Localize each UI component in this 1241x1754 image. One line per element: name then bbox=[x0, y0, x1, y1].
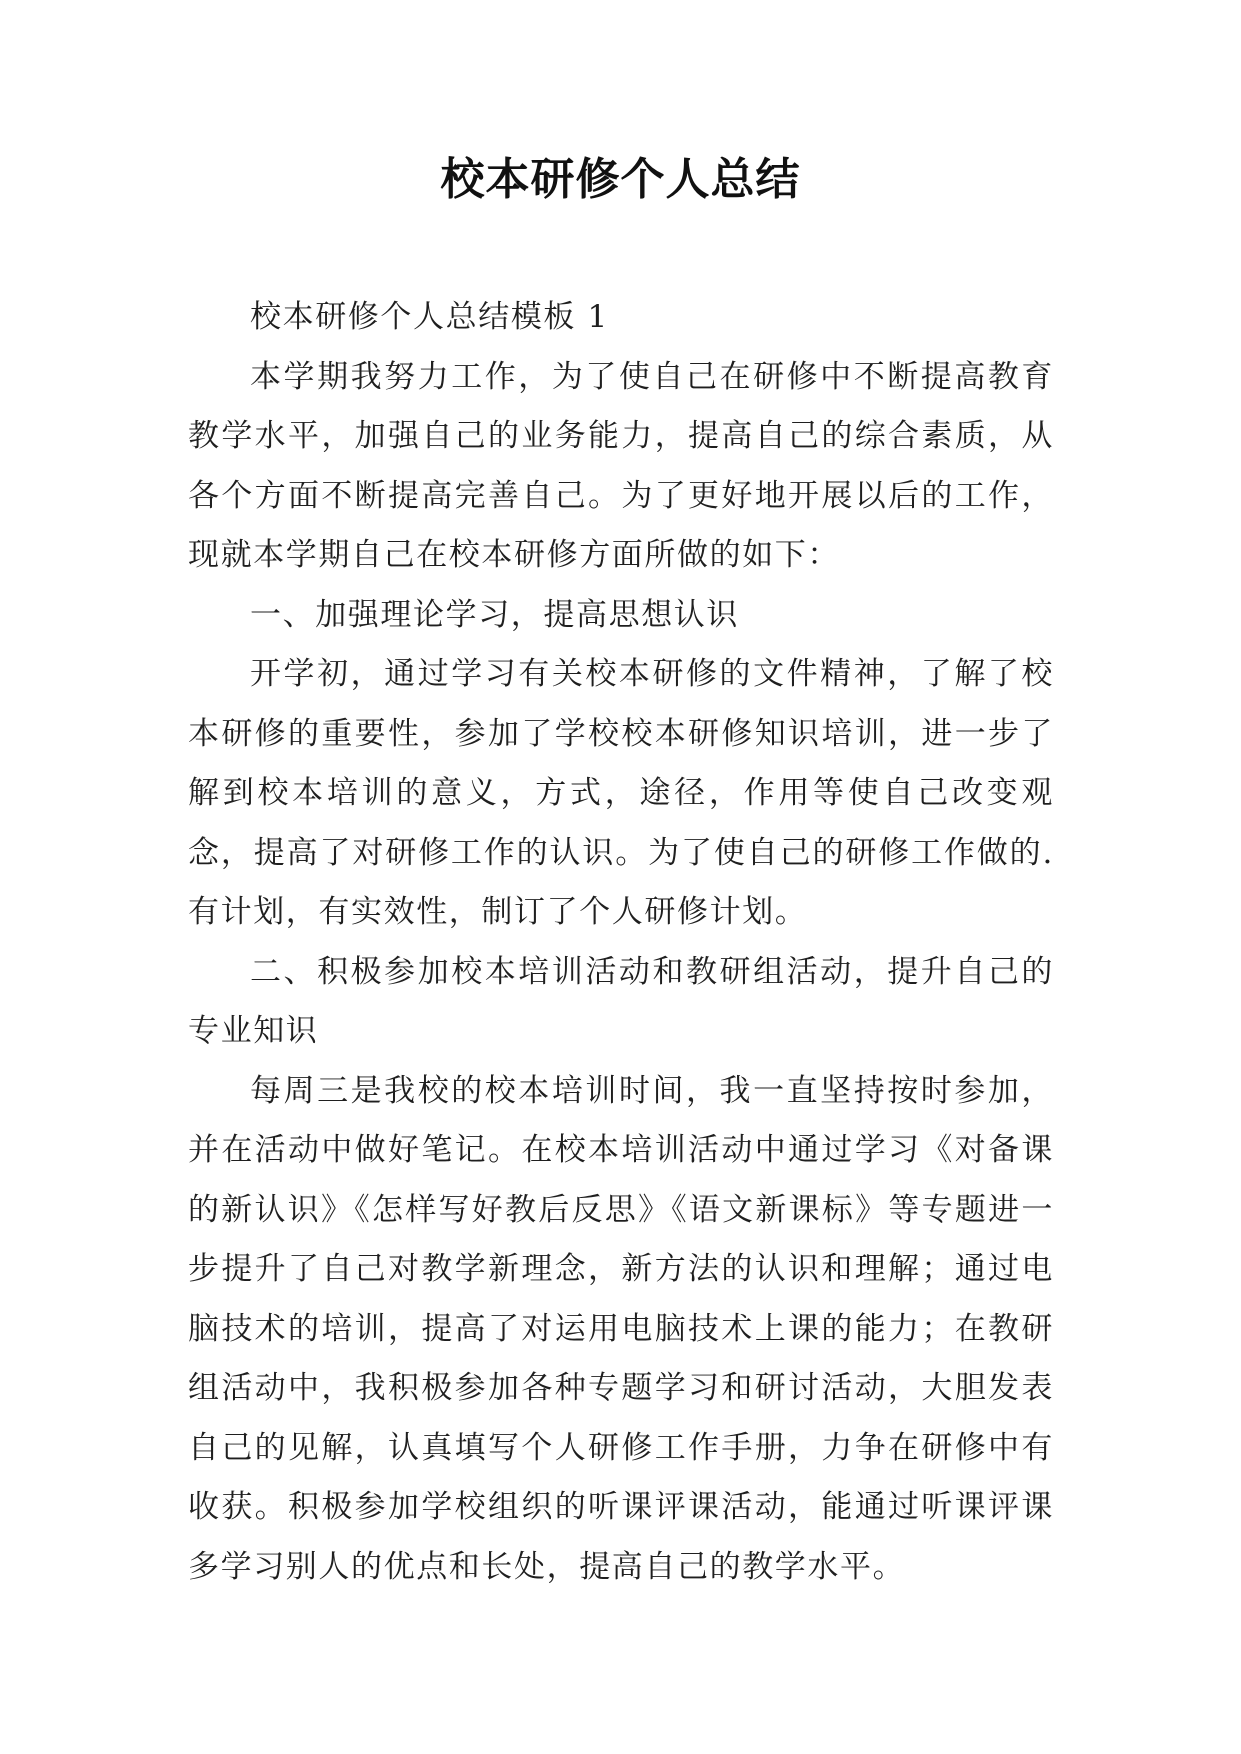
section-heading-1: 一、加强理论学习，提高思想认识 bbox=[250, 596, 739, 633]
document-body bbox=[188, 288, 1054, 1597]
template-heading: 校本研修个人总结模板 1 bbox=[250, 299, 609, 335]
section-paragraph-2: 每周三是我校的校本培训时间，我一直坚持按时参加，并在活动中做好笔记。在校本培训活动中通过学习《对备课的新认识》《怎样写好教后反思》《语文新课标》等专题进一步提升了自己对教学新理念，新方法的认识和理解；通过电脑技术的培训，提高了对运用电脑技术上课的能力；在教研组活动中，我积极参加各种专题学习和研讨活动，大胆发表自己的见解，认真填写个人研修工作手册，力争在研修中有收获。积极参加学校组织的听课评课活动，能通过听课评课多学习别人的优点和长处，提高自己的教学水平。 bbox=[188, 1072, 1054, 1585]
section-paragraph-1: 开学初，通过学习有关校本研修的文件精神，了解了校本研修的重要性，参加了学校校本研修知识培训，进一步了解到校本培训的意义，方式，途径，作用等使自己改变观念，提高了对研修工作的认识。为了使自己的研修工作做的.有计划，有实效性，制订了个人研修计划。 bbox=[188, 656, 1054, 930]
intro-paragraph: 本学期我努力工作，为了使自己在研修中不断提高教育教学水平，加强自己的业务能力，提高自己的综合素质，从各个方面不断提高完善自己。为了更好地开展以后的工作，现就本学期自己在校本研修方面所做的如下： bbox=[188, 358, 1054, 573]
section-heading-2: 二、积极参加校本培训活动和教研组活动，提升自己的专业知识 bbox=[188, 953, 1054, 1049]
document-title: 校本研修个人总结 bbox=[440, 154, 801, 205]
